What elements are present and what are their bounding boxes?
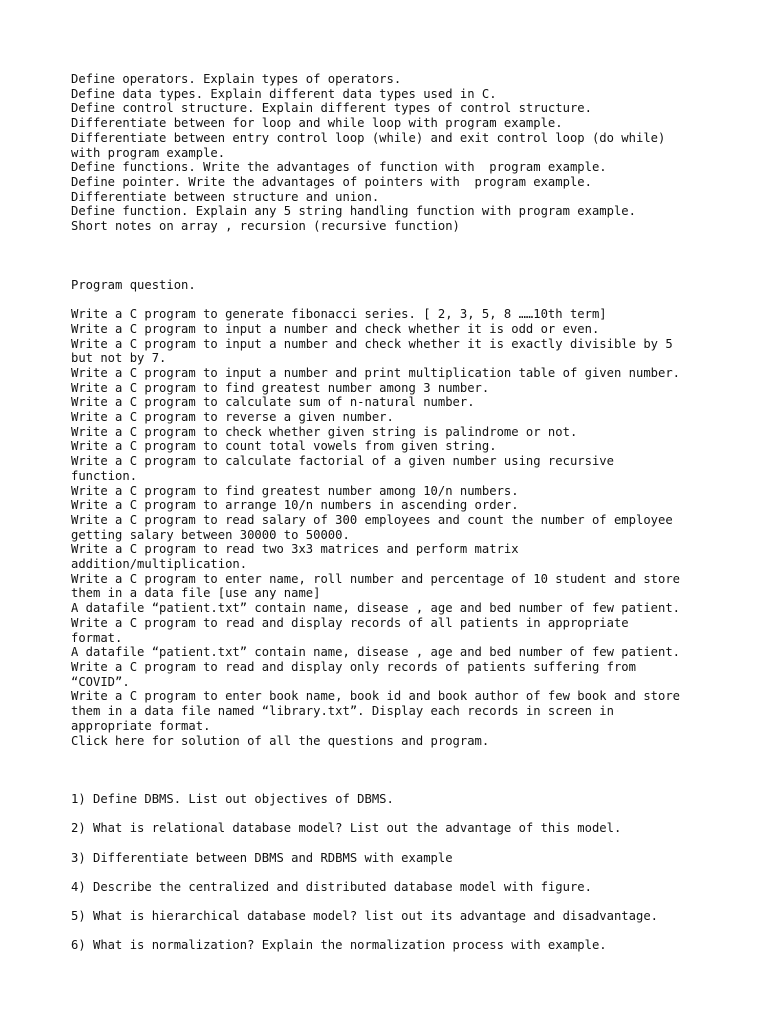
theory-question: Differentiate between entry control loop (while) and exit control loop (do while) [71, 130, 666, 145]
program-question: Write a C program to read two 3x3 matrices and perform matrix [71, 542, 519, 557]
program-question: Write a C program to input a number and check whether it is odd or even. [71, 321, 600, 336]
program-question: Write a C program to reverse a given number. [71, 410, 394, 425]
program-question: getting salary between 30000 to 50000. [71, 527, 350, 542]
theory-question: Define control structure. Explain different types of control structure. [71, 101, 592, 116]
theory-question: Define operators. Explain types of operators. [71, 72, 402, 86]
program-questions-list [71, 307, 697, 748]
dbms-question: 2) What is relational database model? List out the advantage of this model. [71, 821, 622, 836]
theory-question: Define pointer. Write the advantages of pointers with program example. [71, 174, 592, 189]
program-question: A datafile “patient.txt” contain name, disease , age and bed number of few patient. [71, 601, 681, 616]
program-question: appropriate format. [71, 718, 211, 733]
dbms-question: 6) What is normalization? Explain the normalization process with example. [71, 938, 607, 953]
program-section-title: Program question. [71, 277, 196, 292]
program-question: them in a data file named “library.txt”. Display each records in screen in [71, 704, 614, 719]
theory-question: Differentiate between for loop and while loop with program example. [71, 116, 563, 131]
program-question: Write a C program to enter name, roll number and percentage of 10 student and store [71, 571, 681, 586]
program-question: Write a C program to read and display only records of patients suffering from [71, 660, 636, 674]
program-question: Write a C program to read and display records of all patients in appropriate [71, 615, 629, 630]
theory-questions-list [71, 72, 697, 234]
program-question: Write a C program to generate fibonacci series. [ 2, 3, 5, 8 ……10th term] [71, 307, 607, 322]
dbms-question: 3) Differentiate between DBMS and RDBMS with example [71, 850, 453, 865]
program-question: addition/multiplication. [71, 557, 248, 572]
program-question: Write a C program to count total vowels from given string. [71, 439, 497, 454]
program-question: Write a C program to read salary of 300 employees and count the number of employee [71, 512, 673, 527]
theory-question: Define data types. Explain different data types used in C. [71, 86, 497, 101]
program-question: Write a C program to input a number and print multiplication table of given number. [71, 365, 681, 380]
dbms-questions-list [71, 792, 697, 953]
dbms-question: 5) What is hierarchical database model? list out its advantage and disadvantage. [71, 909, 658, 924]
theory-question: with program example. [71, 145, 226, 160]
theory-question: Define functions. Write the advantages of function with program example. [71, 160, 607, 175]
program-question: format. [71, 630, 123, 645]
program-question: Write a C program to check whether given string is palindrome or not. [71, 424, 578, 439]
dbms-question: 1) Define DBMS. List out objectives of DBMS. [71, 792, 394, 807]
program-question: them in a data file [use any name] [71, 586, 321, 601]
program-question: “COVID”. [71, 674, 130, 689]
program-question: Write a C program to enter book name, book id and book author of few book and store [71, 689, 681, 704]
program-question: function. [71, 468, 138, 483]
program-question: A datafile “patient.txt” contain name, disease , age and bed number of few patient. [71, 645, 681, 660]
program-question: Write a C program to calculate factorial of a given number using recursive [71, 454, 614, 469]
program-question: but not by 7. [71, 351, 167, 366]
theory-question: Define function. Explain any 5 string handling function with program example. [71, 204, 636, 219]
dbms-question: 4) Describe the centralized and distributed database model with figure. [71, 879, 592, 894]
theory-question: Differentiate between structure and union. [71, 189, 380, 204]
program-question: Write a C program to find greatest number among 3 number. [71, 380, 490, 395]
theory-question: Short notes on array , recursion (recursive function) [71, 219, 460, 234]
program-question: Write a C program to input a number and check whether it is exactly divisible by 5 [71, 336, 673, 351]
program-question: Write a C program to arrange 10/n numbers in ascending order. [71, 498, 519, 513]
program-question: Write a C program to calculate sum of n-natural number. [71, 395, 475, 410]
program-question: Write a C program to find greatest number among 10/n numbers. [71, 483, 519, 498]
solution-link[interactable]: Click here for solution of all the questions and program. [71, 733, 490, 748]
